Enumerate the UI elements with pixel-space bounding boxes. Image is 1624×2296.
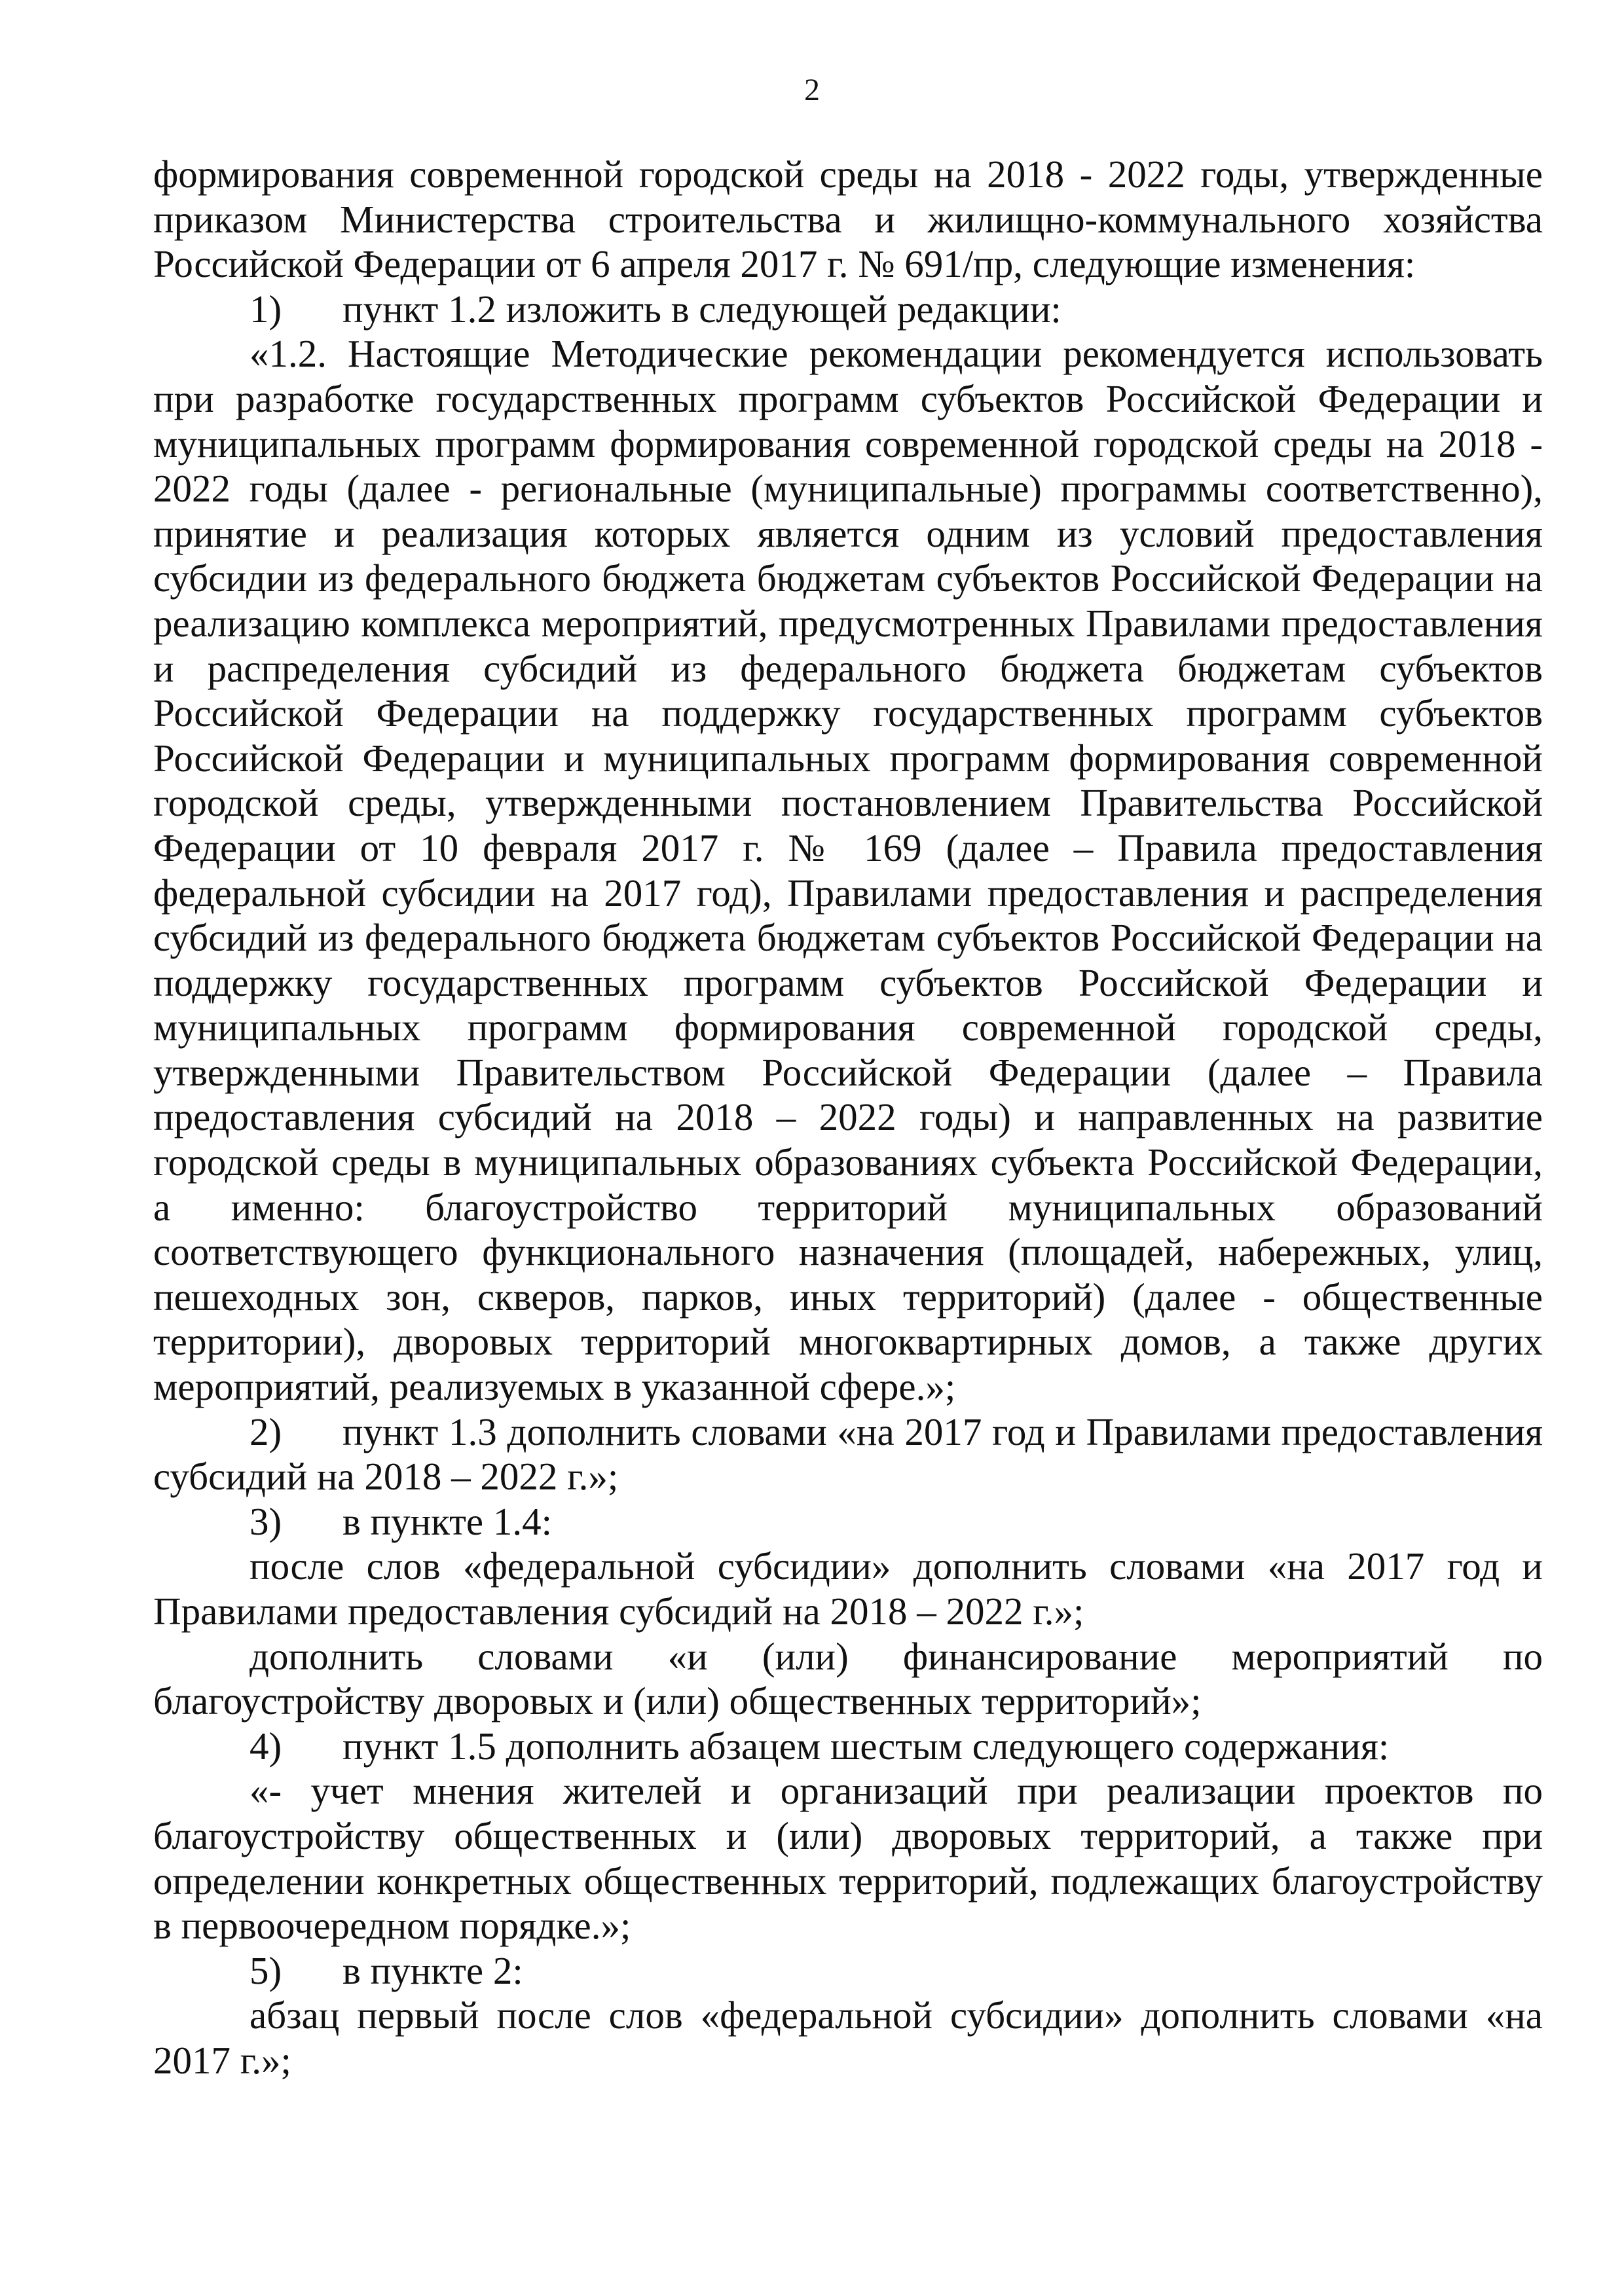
list-item-text: в пункте 2: — [342, 1948, 523, 1992]
list-item-1 — [153, 287, 1543, 332]
paragraph-first-paragraph-change: абзац первый после слов «федеральной субсидии» дополнить словами «на 2017 г.»; — [153, 1994, 1543, 2082]
list-item-number: 4) — [249, 1724, 282, 1768]
list-item-number: 5) — [249, 1948, 282, 1992]
list-item-4 — [153, 1724, 1543, 1769]
paragraph-quoted-clause: «1.2. Настоящие Методические рекомендации рекомендуется использовать при разработке государственных программ субъектов Российской Федерации и муниципальных программ формирования современной городской среды на 2018 - 2022 годы (далее - региональные (муниципальные) программы соответственно), принятие и реализация которых является одним из условий предоставления субсидии из федерального бюджета бюджетам субъектов Российской Федерации на реализацию комплекса мероприятий, предусмотренных Правилами предоставления и распределения субсидий из федерального бюджета бюджетам субъектов Российской Федерации на поддержку государственных программ субъектов Российской Федерации и муниципальных программ формирования современной городской среды, утвержденными постановлением Правительства Российской Федерации от 10 февраля 2017 г. № 169 (далее – Правила предоставления федеральной субсидии на 2017 год), Правилами предоставления и распределения субсидий из федерального бюджета бюджетам субъектов Российской Федерации на поддержку государственных программ субъектов Российской Федерации и муниципальных программ формирования современной городской среды, утвержденными Правительством Российской Федерации (далее – Правила предоставления субсидий на 2018 – 2022 годы) и направленных на развитие городской среды в муниципальных образованиях субъекта Российской Федерации, а именно: благоустройство территорий муниципальных образований соответствующего функционального назначения (площадей, набережных, улиц, пешеходных зон, скверов, парков, иных территорий) (далее - общественные территории), дворовых территорий многоквартирных домов, а также других мероприятий, реализуемых в указанной сфере.»; — [153, 332, 1543, 1409]
paragraph-add-words: дополнить словами «и (или) финансирование мероприятий по благоустройству дворовых и (или) общественных территорий»; — [153, 1634, 1543, 1723]
list-item-number: 1) — [249, 287, 282, 331]
list-item-text: пункт 1.5 дополнить абзацем шестым следующего содержания: — [342, 1724, 1390, 1768]
page-number: 2 — [804, 73, 820, 107]
document-body — [153, 152, 1543, 2083]
list-item-text: пункт 1.3 дополнить словами «на 2017 год и Правилами предоставления субсидий на 2018 – 2022 г.»; — [153, 1410, 1543, 1499]
list-item-number: 3) — [249, 1499, 282, 1543]
paragraph-accounting-opinion: «- учет мнения жителей и организаций при реализации проектов по благоустройству общественных и (или) дворовых территорий, а также при определении конкретных общественных территорий, подлежащих благоустройству в первоочередном порядке.»; — [153, 1769, 1543, 1948]
paragraph-intro: формирования современной городской среды на 2018 - 2022 годы, утвержденные приказом Министерства строительства и жилищно-коммунального хозяйства Российской Федерации от 6 апреля 2017 г. № 691/пр, следующие изменения: — [153, 153, 1543, 286]
list-item-3 — [153, 1499, 1543, 1544]
paragraph-item-2 — [153, 1410, 1543, 1499]
paragraph-after-words: после слов «федеральной субсидии» дополнить словами «на 2017 год и Правилами предоставления субсидий на 2018 – 2022 г.»; — [153, 1544, 1543, 1633]
list-item-number: 2) — [249, 1410, 282, 1453]
list-item-text: в пункте 1.4: — [342, 1499, 553, 1543]
list-item-text: пункт 1.2 изложить в следующей редакции: — [342, 287, 1061, 331]
list-item-5 — [153, 1948, 1543, 1994]
